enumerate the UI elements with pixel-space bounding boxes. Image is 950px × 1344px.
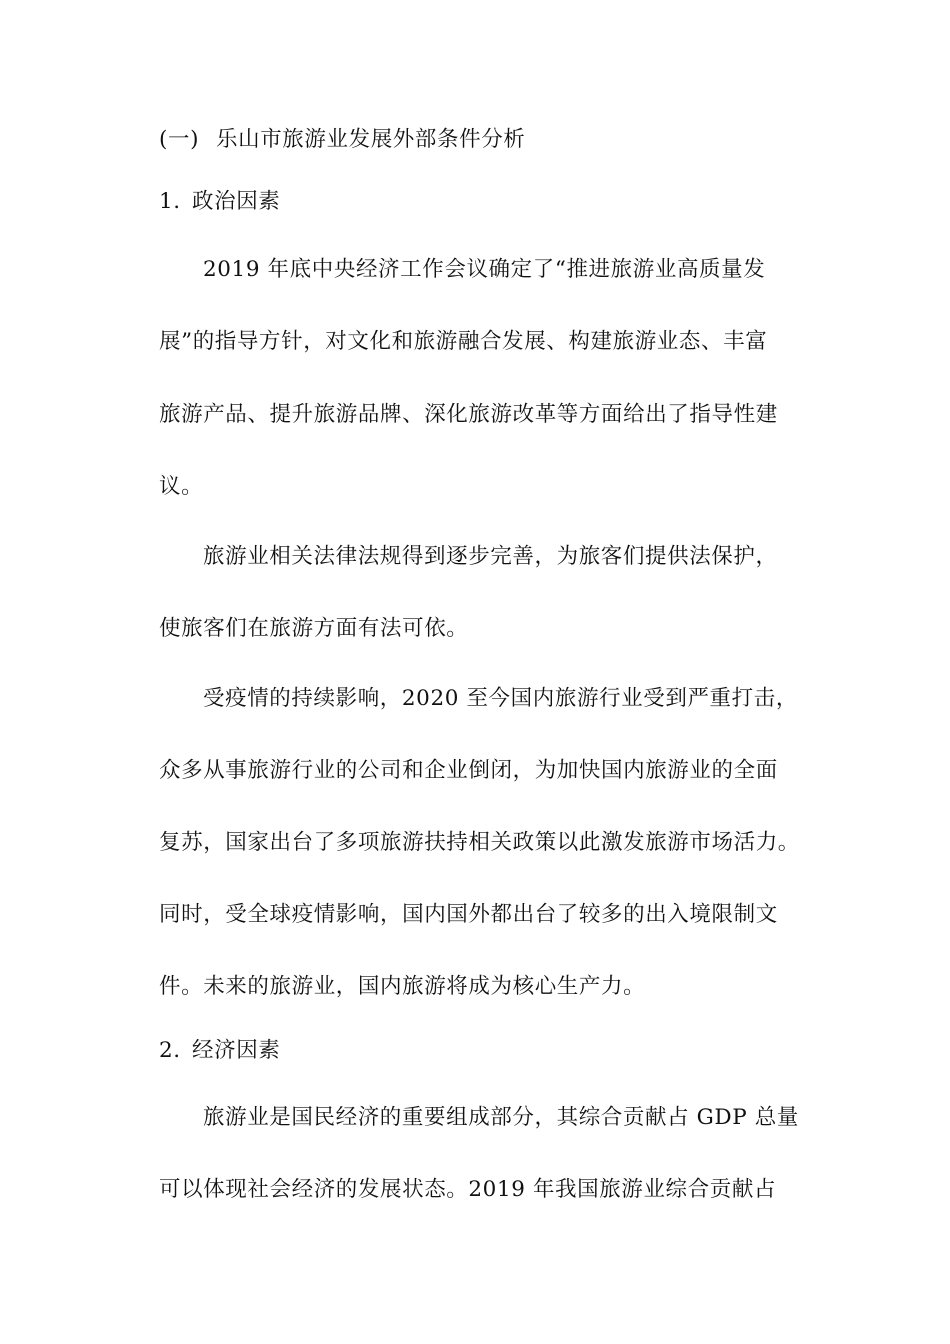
paragraph-line: 复苏，国家出台了多项旅游扶持相关政策以此激发旅游市场活力。 (159, 830, 800, 855)
paragraph-line: 受疫情的持续影响，2020 至今国内旅游行业受到严重打击， (203, 686, 798, 711)
section-heading (159, 125, 799, 155)
paragraph-line: 可以体现社会经济的发展状态。2019 年我国旅游业综合贡献占 (159, 1177, 777, 1202)
paragraph-line: 展”的指导方针，对文化和旅游融合发展、构建旅游业态、丰富 (159, 329, 768, 354)
subsection-title: 政治因素 (192, 189, 281, 214)
subsection-title: 经济因素 (192, 1038, 281, 1063)
paragraph-line: 众多从事旅游行业的公司和企业倒闭，为加快国内旅游业的全面 (159, 758, 778, 783)
paragraph-line: 议。 (159, 474, 204, 499)
section-title: 乐山市旅游业发展外部条件分析 (216, 127, 526, 152)
subsection-number: 1. (159, 189, 181, 214)
paragraph-line: 件。未来的旅游业，国内旅游将成为核心生产力。 (159, 974, 646, 999)
paragraph-line: 旅游业是国民经济的重要组成部分，其综合贡献占 GDP 总量 (203, 1105, 799, 1130)
paragraph-line: 旅游产品、提升旅游品牌、深化旅游改革等方面给出了指导性建 (159, 402, 778, 427)
paragraph-line: 2019 年底中央经济工作会议确定了“推进旅游业高质量发 (203, 257, 766, 282)
subsection-number: 2. (159, 1038, 181, 1063)
subsection-heading-1 (159, 187, 799, 217)
paragraph-line: 使旅客们在旅游方面有法可依。 (159, 616, 469, 641)
subsection-heading-2 (159, 1036, 799, 1066)
paragraph-line: 旅游业相关法律法规得到逐步完善，为旅客们提供法保护， (203, 544, 778, 569)
paragraph-line: 同时，受全球疫情影响，国内国外都出台了较多的出入境限制文 (159, 902, 778, 927)
section-number: (一) (159, 127, 200, 152)
